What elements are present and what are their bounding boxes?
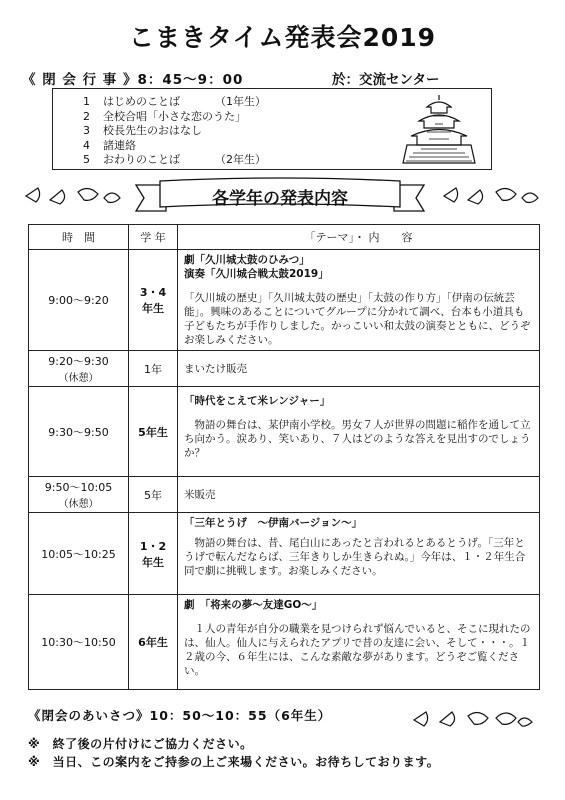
program-box <box>52 88 492 170</box>
table-row <box>29 250 540 351</box>
program-item: 1 はじめのことば （1年生） <box>83 95 266 108</box>
program-item: 2 全校合唱「小さな恋のうた」 <box>83 109 246 123</box>
program-item: 3 校長先生のおはなし <box>83 124 202 137</box>
page-title: こまきタイム発表会2019 <box>128 23 437 52</box>
note-bring-guide: ※ 当日、この案内をご持参の上ご来場ください。お待ちしております。 <box>28 755 440 769</box>
row-time: 9:30～9:50 <box>29 387 129 477</box>
section-banner <box>130 177 430 219</box>
closing-remarks: 《閉会のあいさつ》10：50～10：55（6年生） <box>28 708 332 723</box>
schedule-table <box>28 224 540 690</box>
row-content: 劇「久川城太鼓のひみつ」 演奏「久川城合戦太鼓2019」 「久川城の歴史」「久川城太鼓の歴史」「太鼓の作り方」「伊南の伝統芸能」。興味のあることについてグループに分かれて調べ、台本も小道具も子どもたちが手作りしました。かっこいい和太鼓の演奏とともに、どうぞお楽しみください。 <box>178 250 540 351</box>
ginkgo-leaves-left-icon <box>22 182 122 206</box>
row-grade: 6年生 <box>129 595 178 690</box>
program-item: 5 おわりのことば （2年生） <box>83 153 266 166</box>
program-list <box>83 95 266 168</box>
row-time: 9:00～9:20 <box>29 250 129 351</box>
row-grade: 5年生 <box>129 387 178 477</box>
table-row <box>29 477 540 513</box>
row-content: まいたけ販売 <box>178 351 540 387</box>
row-time: 10:30～10:50 <box>29 595 129 690</box>
row-content: 米販売 <box>178 477 540 513</box>
opening-ceremony-heading: 《 閉 会 行 事 》8：45～9：00 <box>22 72 244 88</box>
row-grade: 5年 <box>129 477 178 513</box>
section-title: 各学年の発表内容 <box>212 189 348 209</box>
header-time: 時 間 <box>29 225 129 250</box>
ginkgo-leaves-bottom-icon <box>410 706 535 728</box>
row-content: 「時代をこえて米レンジャー」 物語の舞台は、某伊南小学校。男女７人が世界の問題に稲作を通して立ち向かう。涙あり、笑いあり、７人はどのような答えを見出すのでしょうか？ <box>178 387 540 477</box>
table-row <box>29 351 540 387</box>
ginkgo-leaves-right-icon <box>440 182 540 206</box>
row-grade: 1年 <box>129 351 178 387</box>
row-time: 9:50～10:05 （休憩） <box>29 477 129 513</box>
castle-illustration <box>399 91 479 166</box>
row-content: 劇 「将来の夢～友達GO～」 １人の青年が自分の職業を見つけられず悩んでいると、そこに現れたのは、仙人。仙人に与えられたアプリで昔の友達に会い、そして・・・。１２歳の今、６年生には、こんな素敵な夢があります。どうぞご覧ください。 <box>178 595 540 690</box>
row-grade: 3・4 年生 <box>129 250 178 351</box>
table-header-row <box>29 225 540 250</box>
opening-ceremony-place: 於：交流センター <box>332 72 440 88</box>
row-time: 9:20～9:30 （休憩） <box>29 351 129 387</box>
row-grade: 1・2 年生 <box>129 513 178 595</box>
table-row <box>29 513 540 595</box>
note-cleanup: ※ 終了後の片付けにご協力ください。 <box>28 737 253 751</box>
program-item: 4 諸連絡 <box>83 138 136 152</box>
table-row <box>29 595 540 690</box>
header-content: 「テーマ」・ 内 容 <box>178 225 540 250</box>
row-content: 「三年とうげ ～伊南バージョン～」 物語の舞台は、昔、尾白山にあったと言われるとあるとうげ。「三年とうげで転んだならば、三年きりしか生きられぬ。」今年は、１・２年生合同で劇に挑戦します。お楽しみください。 <box>178 513 540 595</box>
table-row <box>29 387 540 477</box>
header-grade: 学 年 <box>129 225 178 250</box>
row-time: 10:05～10:25 <box>29 513 129 595</box>
